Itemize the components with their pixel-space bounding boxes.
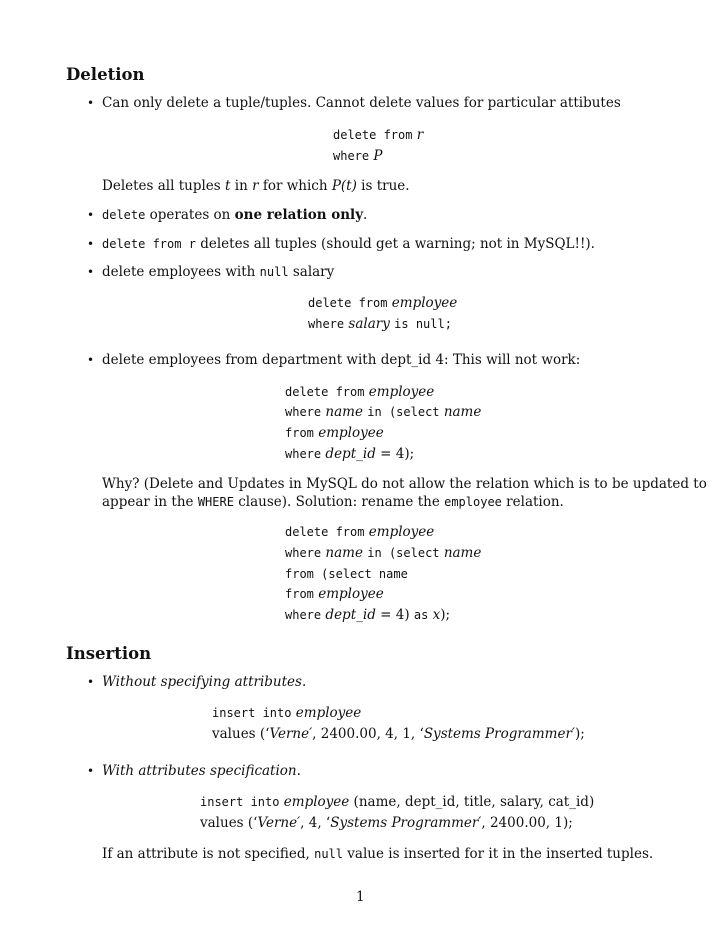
bullet-icon: • <box>87 237 95 251</box>
code-line: insert into employee <box>212 705 362 721</box>
code-line: values (‘Verne′, 4, ‘Systems Programmer′, 2400.00, 1); <box>200 815 573 831</box>
code-line: from employee <box>285 586 384 602</box>
section-title-deletion: Deletion <box>66 65 145 84</box>
why-line-2: appear in the WHERE clause). Solution: rename the employee relation. <box>102 494 564 510</box>
section-title-insertion: Insertion <box>66 644 152 663</box>
bullet-icon: • <box>87 96 95 110</box>
bullet-icon: • <box>87 208 95 222</box>
insertion-note: If an attribute is not specified, null value is inserted for it in the inserted tuples. <box>102 846 654 862</box>
code-line: insert into employee (name, dept_id, title, salary, cat_id) <box>200 794 595 810</box>
code-line: where dept_id = 4) as x); <box>285 607 451 623</box>
code-line: delete from employee <box>285 524 435 540</box>
deletion-note: Deletes all tuples t in r for which P(t) is true. <box>102 178 410 194</box>
code-line: where dept_id = 4); <box>285 446 415 462</box>
deletion-bullet-5-text: delete employees from department with dept_id 4: This will not work: <box>102 352 581 368</box>
code-line: delete from employee <box>308 295 458 311</box>
code-line: from employee <box>285 425 384 441</box>
code-line: where P <box>333 148 383 164</box>
page-number: 1 <box>356 889 365 905</box>
bullet-icon: • <box>87 764 95 778</box>
code-line: delete from r <box>333 127 424 143</box>
code-line: where name in (select name <box>285 404 482 420</box>
deletion-bullet-1-text: Can only delete a tuple/tuples. Cannot delete values for particular attibutes <box>102 95 621 111</box>
code-line: where salary is null; <box>308 316 452 332</box>
deletion-bullet-4-text: delete employees with null salary <box>102 264 335 280</box>
insertion-bullet-2-label: With attributes specification. <box>102 763 301 779</box>
bullet-icon: • <box>87 353 95 367</box>
code-line: delete from employee <box>285 384 435 400</box>
bullet-icon: • <box>87 675 95 689</box>
insertion-bullet-1-label: Without specifying attributes. <box>102 674 307 690</box>
bullet-icon: • <box>87 265 95 279</box>
deletion-bullet-3-text: delete from r deletes all tuples (should get a warning; not in MySQL!!). <box>102 236 595 252</box>
deletion-bullet-2-text: delete operates on one relation only. <box>102 207 368 223</box>
code-line: where name in (select name <box>285 545 482 561</box>
why-line-1: Why? (Delete and Updates in MySQL do not allow the relation which is to be updated to <box>102 476 707 492</box>
code-line: from (select name <box>285 567 408 581</box>
code-line: values (‘Verne′, 2400.00, 4, 1, ‘Systems Programmer′); <box>212 726 585 742</box>
